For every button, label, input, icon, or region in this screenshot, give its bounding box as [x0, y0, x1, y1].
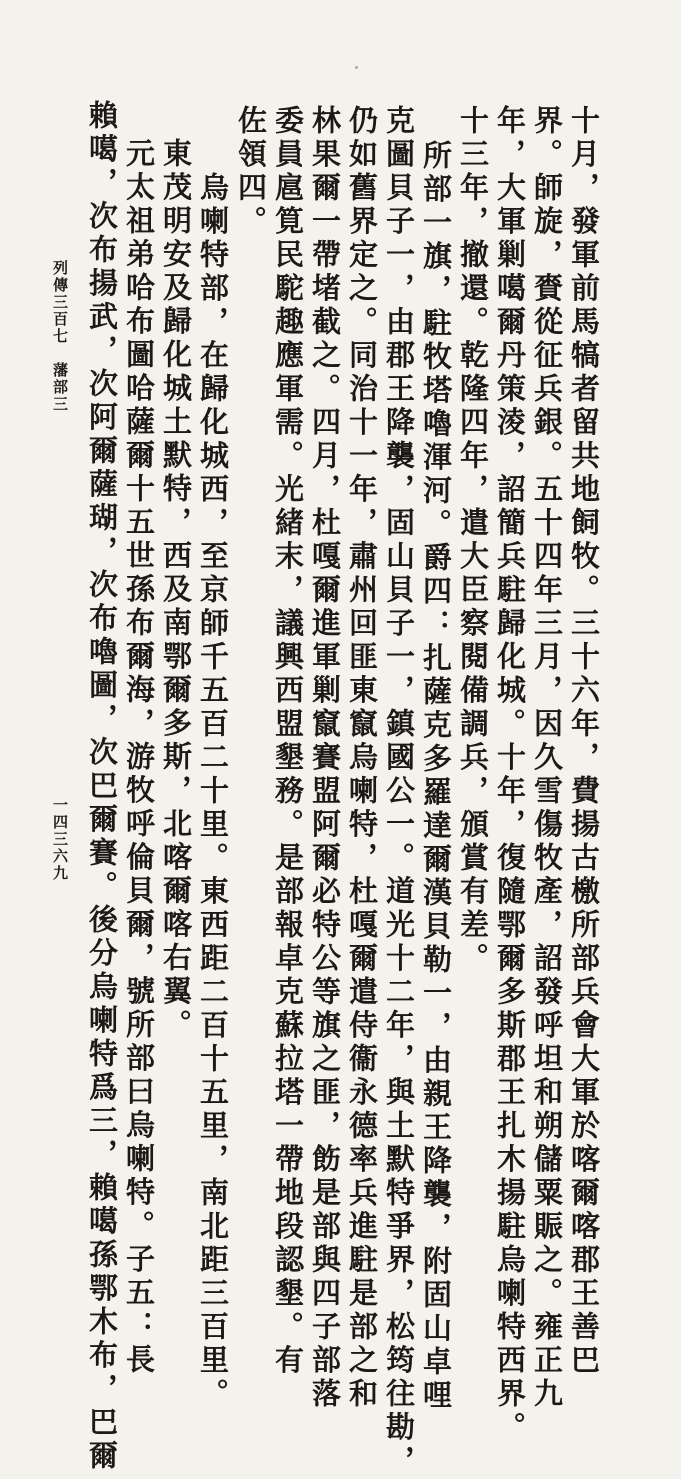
text-column: 十月，發軍前馬犒者留共地飼牧。三十六年，費揚古檄所部兵會大軍於喀爾喀郡王善巴 — [567, 105, 601, 1378]
running-header: 列傳三百七 藩部三 — [51, 260, 69, 413]
text-column: 佐領四。 — [234, 105, 268, 239]
text-column: 東茂明安及歸化城土默特，西及南鄂爾多斯，北喀爾喀右翼。 — [159, 138, 193, 1043]
page-number: 一四三六九 — [51, 797, 69, 882]
text-column: 烏喇特部，在歸化城西，至京師千五百二十里。東西距二百十五里，南北距三百里。 — [196, 172, 230, 1412]
margin-dot — [355, 66, 358, 69]
text-column: 年，大軍剿噶爾丹策淩，詔簡兵駐歸化城。十年，復隨鄂爾多斯郡王扎木揚駐烏喇特西界。 — [493, 105, 527, 1445]
text-column: 界。師旋，賚從征兵銀。五十四年三月，因久雪傷牧產，詔發呼坦和朔儲粟賑之。雍正九 — [530, 105, 564, 1412]
text-column: 元太祖弟哈布圖哈薩爾十五世孫布爾海，游牧呼倫貝爾，號所部曰烏喇特。子五：長 — [122, 138, 156, 1378]
text-column: 所部一旗，駐牧塔嚕渾河。爵四：扎薩克多羅達爾漢貝勒一，由親王降襲，附固山卓哩 — [419, 140, 453, 1413]
text-column: 林果爾一帶堵截之。四月，杜嘎爾進軍剿竄賽盟阿爾必特公等旗之匪，飭是部與四子部落 — [308, 105, 342, 1412]
text-column: 仍如舊界定之。同治十一年，肅州回匪東竄烏喇特，杜嘎爾遣侍衞永德率兵進駐是部之和 — [345, 105, 379, 1412]
text-column: 克圖貝子一，由郡王降襲，固山貝子一，鎮國公一。道光十二年，與土默特爭界，松筠往勘， — [382, 105, 416, 1479]
text-column: 賴噶，次布揚武，次阿爾薩瑚，次布嚕圖，次巴爾賽。後分烏喇特爲三，賴噶孫鄂木布，巴爾 — [85, 100, 119, 1474]
text-column: 十三年，撤還。乾隆四年，遣大臣察閱備調兵，頒賞有差。 — [456, 105, 490, 976]
text-column: 委員扈筧民駝趣應軍需。光緒末，議興西盟墾務。是部報卓克蘇拉塔一帶地段認墾。有 — [271, 105, 305, 1378]
